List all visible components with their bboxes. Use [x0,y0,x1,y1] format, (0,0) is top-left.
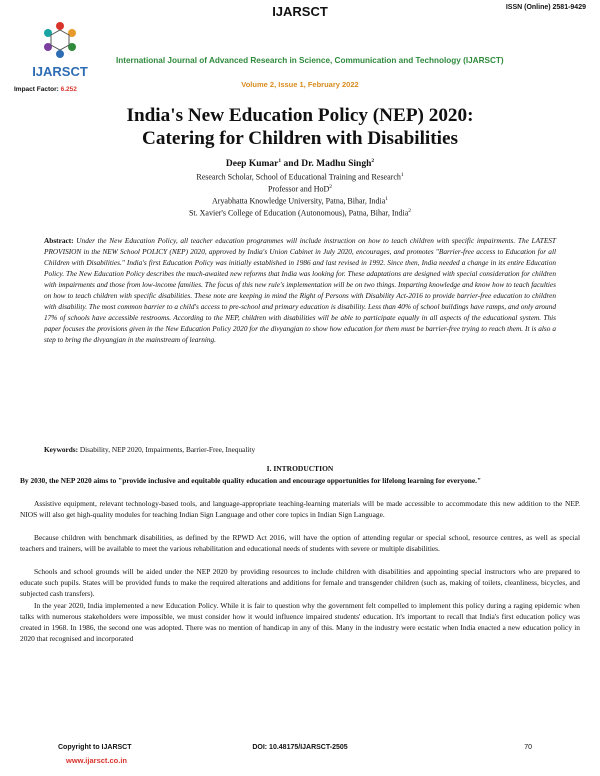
abstract-text: Under the New Education Policy, all teacher education programmes will include instruction on how to teach children with specific impairments. The LATEST PROVISION in the NEW School POLICY (NEP) 2020, approved by India's Union Cabinet in July 2020, encourages, and promotes "Barrier-free access to Education for all Children with Disabilities." India's first Education Policy was initially established in 1986 and last revised in 1992. Since then, India needed a change in its entire Education Policy. The New Education Policy describes the much-awaited new reforms that India was looking for. These adaptations are designed with special consideration for children with impairments and those from low-income families. The focus of this new rule's implementation will be on two things. Imparting knowledge and know how to teach faculties on how to teach children with specific disabilities. These note are keeping in mind the Right of Persons with Disability Act-2016 to provide barrier-free education to children with disability. The most common barrier to a child's access to pre-school and primary education is disability. Less than 40% of school buildings have ramps, and only around 17% of schools have accessible restrooms. According to the NEP, children with disabilities will be able to participate equally in all aspects of the educational system. This paper focuses the provisions given in the New Education Policy 2020 for the divyangjan to show how education for them must be barrier-free trying to reach them. It is also a step to bring the divyangjan in the mainstream of learning. [44,236,556,344]
keywords-label: Keywords: [44,445,79,454]
affiliation-3: Aryabhatta Knowledge University, Patna, Bihar, India$^1$ [211,196,389,206]
author-line [0,158,600,169]
impact-factor-label: Impact Factor: [14,86,61,93]
footer-copyright: Copyright to IJARSCT [58,744,132,751]
affiliation-1: Research Scholar, School of Educational Training and Research$^1$ [196,172,404,182]
journal-short-title: IJARSCT [272,4,328,19]
author-1: Deep Kumar [225,159,279,170]
author-1-sup: 1 [278,158,282,164]
section-heading: I. INTRODUCTION [266,464,334,473]
intro-paragraph-2: Because children with benchmark disabilities, as defined by the RPWD Act 2016, will have the option of attending regular or special school, resource centres, as well as special teachers and trainers, will be available to meet the various rehabilitation and educational needs of students with severe or multiple disabilities. [20,533,580,554]
paper-title-line2: Catering for Children with Disabilities [142,128,458,149]
impact-factor-value: 6.252 [60,86,77,93]
paper-title-line1: India's New Education Policy (NEP) 2020: [126,105,474,126]
footer-url[interactable]: www.ijarsct.co.in [66,756,127,765]
volume-issue: Volume 2, Issue 1, February 2022 [241,80,359,89]
affiliation-2: Professor and HoD$^2$ [267,184,333,194]
intro-paragraph-3: Schools and school grounds will be aided under the NEP 2020 by providing resources to include children with disabilities and appointing special instructors who are prepared to educate such pupils. States will be provided funds to make the required alterations and additions for female and transgender children (such as, making of toilets, cleanliness, bicycles, and subjected cash transfers). [20,567,580,599]
author-conjunction: and [281,159,302,170]
intro-lead: By 2030, the NEP 2020 aims to "provide inclusive and equitable quality education and encourage opportunities for lifelong learning for everyone." [20,476,482,485]
logo-wordmark: IJARSCT [32,64,88,79]
journal-logo [28,18,92,80]
intro-paragraph-4: In the year 2020, India implemented a new Education Policy. While it is fair to question why the government felt compelled to implement this policy during a raging epidemic when talks with numerous stakeholders were impossible, we must consider how it would influence impaired students' education. It's important to recall that India's first education policy was created in 1968. In 1986, the second one was adopted. There was no mention of handicap in any of this. Many in the industry were ecstatic when India enacted a new education policy in 2020 that recognised and incorporated [20,601,580,644]
page-number: 70 [524,744,532,751]
abstract-label: Abstract: [44,236,74,245]
abstract [44,235,556,345]
footer-doi[interactable]: DOI: 10.48175/IJARSCT-2505 [252,744,348,751]
issn: ISSN (Online) 2581-9429 [505,4,586,11]
keywords-text: Disability, NEP 2020, Impairments, Barrier-Free, Inequality [78,445,256,454]
author-2-sup: 2 [371,158,375,164]
keywords [44,445,556,454]
affiliation-4: St. Xavier's College of Education (Autonomous), Patna, Bihar, India$^2$ [188,208,412,218]
journal-logo-icon [28,18,92,80]
paper-title [40,104,560,150]
author-2: Dr. Madhu Singh [301,159,372,170]
intro-paragraph-1: Assistive equipment, relevant technology-based tools, and language-appropriate teaching-learning materials will be made accessible to accommodate this new addition to the NEP. NIOS will also get high-quality modules for teaching Indian Sign Language and other core topics in Indian Sign Language. [20,499,580,520]
journal-full-title: International Journal of Advanced Research in Science, Communication and Technology (IJARSCT) [116,56,504,65]
